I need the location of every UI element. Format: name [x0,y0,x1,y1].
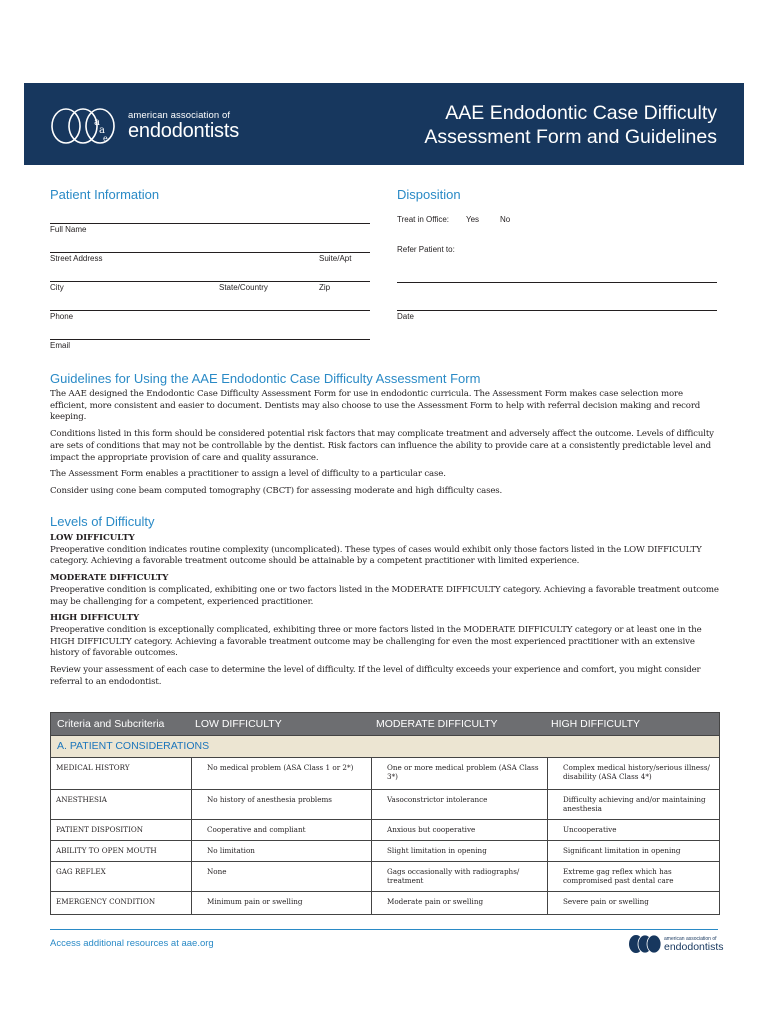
footer-text [50,938,214,949]
row-criteria: PATIENT DISPOSITION [56,825,144,834]
row-low: No limitation [191,841,371,861]
org-name: endodontists [128,120,240,142]
org-name-small: american association of [128,110,231,121]
footer-org-name: endodontists [664,941,724,953]
page-title: AAE Endodontic Case Difficulty Assessment Form and Guidelines [424,102,717,148]
low-difficulty-heading: LOW DIFFICULTY [50,533,135,543]
disposition-heading: Disposition [397,187,461,202]
row-high: Severe pain or swelling [547,892,719,914]
phone-label: Phone [50,312,74,321]
row-criteria: ABILITY TO OPEN MOUTH [56,846,157,855]
low-difficulty-text: Preoperative condition indicates routine complexity (uncomplicated). These types of cases would exhibit only those factors listed in the LOW DIFFICULTY category. Achieving a favorable treatment outcome should be attainable by a competent practitioner with limited experience. [50,544,702,567]
levels-body [50,533,722,693]
refer-field[interactable] [397,282,717,283]
moderate-difficulty-heading: MODERATE DIFFICULTY [50,573,169,584]
criteria-table [50,712,720,915]
header-high: HIGH DIFFICULTY [551,718,641,730]
row-moderate: Vasoconstrictor intolerance [371,790,547,819]
row-low: Minimum pain or swelling [191,892,371,914]
full-name-field[interactable] [50,223,370,224]
guidelines-para-4: Consider using cone beam computed tomography (CBCT) for assessing moderate and high difficulty cases. [50,485,503,496]
state-label: State/Country [219,283,268,292]
city-label: City [50,283,64,292]
header-criteria: Criteria and Subcriteria [57,718,165,730]
treat-in-office-label: Treat in Office: [397,215,450,224]
patient-info-heading: Patient Information [50,187,160,202]
street-label: Street Address [50,254,103,263]
phone-field[interactable] [50,310,370,311]
treat-yes-option[interactable]: Yes [466,215,480,224]
email-label: Email [50,341,71,350]
footer-label: Access additional resources at [50,938,182,949]
suite-label: Suite/Apt [319,254,352,263]
footer-logo-icon [628,934,664,954]
refer-label: Refer Patient to: [397,245,455,254]
row-criteria: ANESTHESIA [56,795,107,804]
row-moderate: Slight limitation in opening [371,841,547,861]
footer-org-small: american association of [664,936,717,942]
high-difficulty-heading: HIGH DIFFICULTY [50,613,139,624]
date-label: Date [397,312,414,321]
guidelines-para-3: The Assessment Form enables a practitioner to assign a level of difficulty to a particular case. [50,469,446,480]
row-high: Extreme gag reflex which has compromised past dental care [547,862,719,891]
svg-text:e: e [103,134,108,143]
row-high: Difficulty achieving and/or maintaining anesthesia [547,790,719,819]
high-difficulty-text: Preoperative condition is exceptionally complicated, exhibiting three or more factors listed in the MODERATE DIFFICULTY category or at least one in the HIGH DIFFICULTY category. Achieving a favorable treatment outcome may be challenging for even the most experienced practitioner with an extensive history of favorable outcomes. [50,624,702,659]
table-header [51,713,719,735]
table-row [51,891,719,914]
footer-divider [50,929,718,930]
full-name-label: Full Name [50,225,87,234]
table-row [51,757,719,789]
row-low: None [191,862,371,891]
guidelines-para-2: Conditions listed in this form should be considered potential risk factors that may complicate treatment and adversely affect the outcome. Levels of difficulty are sets of conditions that may not be controllable by the dentist. Risk factors can influence the ability to provide care at a consistently predictable level and impact the appropriate provision of care and quality assurance. [50,429,714,463]
header-low: LOW DIFFICULTY [195,718,282,730]
levels-heading: Levels of Difficulty [50,514,155,529]
svg-text:a: a [99,125,105,136]
moderate-difficulty-text: Preoperative condition is complicated, exhibiting one or two factors listed in the MODERATE DIFFICULTY category. Achieving a favorable treatment outcome may be challenging for a competent, experienced practitioner. [50,584,719,607]
table-row [51,840,719,861]
row-low: Cooperative and compliant [191,820,371,840]
row-low: No medical problem (ASA Class 1 or 2*) [191,758,371,789]
email-field[interactable] [50,339,370,340]
row-moderate: Moderate pain or swelling [371,892,547,914]
row-low: No history of anesthesia problems [191,790,371,819]
aae-logo-icon [50,107,140,145]
row-moderate: Anxious but cooperative [371,820,547,840]
header-moderate: MODERATE DIFFICULTY [376,718,498,730]
row-high: Complex medical history/serious illness/ disability (ASA Class 4*) [547,758,719,789]
row-moderate: One or more medical problem (ASA Class 3*) [371,758,547,789]
row-high: Significant limitation in opening [547,841,719,861]
row-high: Uncooperative [547,820,719,840]
treat-no-option[interactable]: No [500,215,511,224]
row-criteria: GAG REFLEX [56,867,106,876]
row-moderate: Gags occasionally with radiographs/ treatment [371,862,547,891]
row-criteria: EMERGENCY CONDITION [56,897,156,906]
footer-link[interactable]: aae.org [181,938,214,949]
guidelines-para-1: The AAE designed the Endodontic Case Difficulty Assessment Form for use in endodontic curricula. The Assessment Form makes case selection more efficient, more consistent and easier to document. Dentists may also choose to use the Assessment Form to help with referral decision making and record keeping. [50,389,701,423]
table-row [51,789,719,819]
table-row [51,861,719,891]
city-field[interactable] [50,281,370,282]
table-row [51,819,719,840]
row-criteria: MEDICAL HISTORY [56,763,130,772]
guidelines-body [50,389,722,503]
street-field[interactable] [50,252,370,253]
svg-text:a: a [94,117,100,128]
guidelines-heading: Guidelines for Using the AAE Endodontic Case Difficulty Assessment Form [50,371,481,386]
zip-label: Zip [319,283,331,292]
date-field[interactable] [397,310,717,311]
review-text: Review your assessment of each case to determine the level of difficulty. If the level of difficulty exceeds your experience and comfort, you might consider referral to an endodontist. [50,665,701,687]
category-patient-considerations: A. PATIENT CONSIDERATIONS [51,735,719,757]
